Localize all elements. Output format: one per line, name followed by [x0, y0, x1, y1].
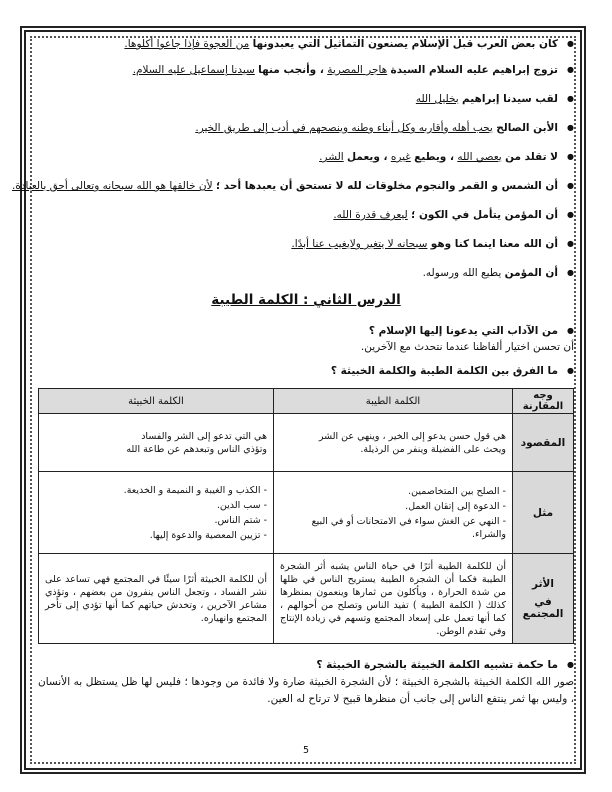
cell-bad	[39, 414, 274, 472]
table-row-impact	[39, 554, 574, 644]
cell-line: - سب الدين.	[216, 499, 267, 511]
cell-line: - الصلح بين المتخاصمين.	[408, 485, 506, 497]
bullet-answer: ليعرف قدرة الله.	[333, 209, 408, 221]
bullet-answer: غيره	[390, 151, 411, 163]
table-header-row	[39, 389, 574, 414]
bullet-answer: يحب أهله وأقاربه وكل أبناء وطنه وينصحهم في أدب إلى طريق الخير.	[195, 122, 493, 134]
question-difference	[38, 364, 574, 378]
comparison-table	[38, 388, 574, 644]
bullet-sun-moon	[11, 179, 574, 193]
cell-line: - شتم الناس.	[214, 514, 267, 526]
bullet-answer: هاجر المصرية	[327, 64, 388, 76]
bullet-question: أن الشمس و القمر والنجوم مخلوقات لله لا تستحق أن يعبدها أحد ؛	[215, 180, 558, 192]
bullet-answer: سبحانه لا يتغير ولايغيب عنا أبدًا.	[291, 238, 428, 250]
bullet-do-not-imitate	[38, 150, 574, 164]
bullet-question: أن المؤمن يتأمل في الكون ؛	[411, 209, 558, 221]
table-row-meaning	[39, 414, 574, 472]
page-content	[11, 32, 574, 708]
cell-line: - الكذب و الغيبة و النميمة و الخديعة.	[123, 484, 267, 496]
bullet-question: أن الله معنا اينما كنا وهو	[430, 238, 558, 250]
cell-good: أن للكلمة الطيبة أثرًا في حياة الناس يشبه أثر الشجرة الطيبة فكما أن الشجرة الطيبة يستريح الناس في ظلها من شدة الحرارة ، ويأكلون من ثمارها وينعمون بمنظرها كذلك ( الكلمة الطيبة ) تفيد الناس وتصلح من أحوالهم ، كما أنها تعمل على إسعاد المجتمع وتسهم في زيادة الإنتاج وفي تقدم الوطن.	[274, 554, 513, 644]
bullet-believer-obeys	[38, 266, 574, 280]
row-label: المقصود	[513, 414, 574, 472]
question-manners	[38, 324, 574, 338]
row-label-line: في المجتمع	[522, 595, 564, 620]
answer-manners: أن تحسن اختيار ألفاظنا عندما نتحدث مع الآخرين.	[360, 341, 574, 353]
cell-good	[274, 414, 513, 472]
lesson-title: الدرس الثاني : الكلمة الطيبة	[211, 292, 401, 308]
bullet-ibrahim-marriage	[38, 63, 574, 77]
bullet-question: الأبن الصالح	[496, 122, 558, 134]
cell-line: - الدعوة إلى إتقان العمل.	[405, 500, 506, 512]
bullet-question: ، ويطيع	[414, 151, 454, 163]
bullet-answer: يعصي الله	[457, 151, 502, 163]
header-comparison: وجه المقارنة	[513, 389, 574, 414]
question-text: ما الفرق بين الكلمة الطيبة والكلمة الخبيثة ؟	[330, 365, 558, 377]
bullet-idols	[38, 37, 574, 51]
cell-line: هي قول حسن يدعو إلى الخير ، وينهي عن الشر	[318, 430, 506, 442]
bullet-question: أن المؤمن	[504, 267, 558, 279]
bullet-question: لا تقلد من	[505, 151, 558, 163]
cell-good	[274, 472, 513, 554]
cell-line: هي التي تدعو إلى الشر والفساد	[141, 430, 267, 442]
cell-line: - النهي عن الغش سواء في الامتحانات أو في البيع والشراء.	[311, 515, 506, 540]
bullet-answer: يطيع الله ورسوله.	[422, 267, 502, 279]
bullet-question: كان بعض العرب قبل الإسلام يصنعون التماثيل التي يعبدونها	[252, 38, 558, 50]
cell-bad	[39, 472, 274, 554]
row-label: مثل	[513, 472, 574, 554]
question-wisdom	[38, 658, 574, 672]
cell-line: - تزيين المعصية والدعوة إليها.	[149, 529, 267, 541]
bullet-answer: بخليل الله	[415, 93, 459, 105]
bullet-answer: سيدنا إسماعيل عليه السلام.	[132, 64, 255, 76]
header-good-word: الكلمة الطيبة	[274, 389, 513, 414]
answer-wisdom: صور الله الكلمة الخبيثة بالشجرة الخبيثة ؛ لأن الشجرة الخبيثة ضارة ولا فائدة من وجودها ؛ فليس لها ظل يستظل به الأنسان ، وليس بها ثمر ينتفع الناس إلى جانب أن منظرها قبيح لا ترتاح له العين.	[38, 676, 574, 705]
cell-line: ويحث على الفضيلة وينفر من الرذيلة.	[360, 443, 506, 455]
bullet-question: تزوج إبراهيم عليه السلام السيدة	[390, 64, 558, 76]
bullet-answer: الشر.	[319, 151, 344, 163]
bullet-question: ، ويعمل	[347, 151, 388, 163]
cell-line: وتؤذي الناس وتبعدهم عن طاعة الله	[126, 443, 267, 455]
bullet-answer: لأن خالقها هو الله سبحانه وتعالى أحق بالعبادة.	[11, 180, 213, 192]
bullet-question: ، وأنجب منها	[258, 64, 324, 76]
page-number: 5	[302, 745, 310, 756]
bullet-ibrahim-title	[38, 92, 574, 106]
cell-bad: أن للكلمة الخبيثة أثرًا سيئًا في المجتمع فهي تساعد على نشر الفساد ، وتجعل الناس ينفرون من بعضهم ، وتؤذي مشاعر الآخرين ، وتخدش حياتهم كما أنها تؤدي إلى تأخر المجتمع وانهياره.	[39, 554, 274, 644]
row-label-line: الأثر	[532, 577, 554, 590]
bullet-question: لقب سيدنا إبراهيم	[462, 93, 558, 105]
bullet-god-with-us	[38, 237, 574, 251]
bullet-believer-contemplates	[38, 208, 574, 222]
header-bad-word: الكلمة الخبيثة	[39, 389, 274, 414]
bullet-good-son	[38, 121, 574, 135]
row-label	[513, 554, 574, 644]
table-row-examples	[39, 472, 574, 554]
bullet-answer: من العجوة فإذا جاعوا أكلوها.	[124, 38, 250, 50]
question-text: ما حكمة تشبيه الكلمة الخبيثة بالشجرة الخبيثة ؟	[316, 659, 558, 671]
question-text: من الآداب التي يدعونا إليها الإسلام ؟	[368, 325, 558, 337]
